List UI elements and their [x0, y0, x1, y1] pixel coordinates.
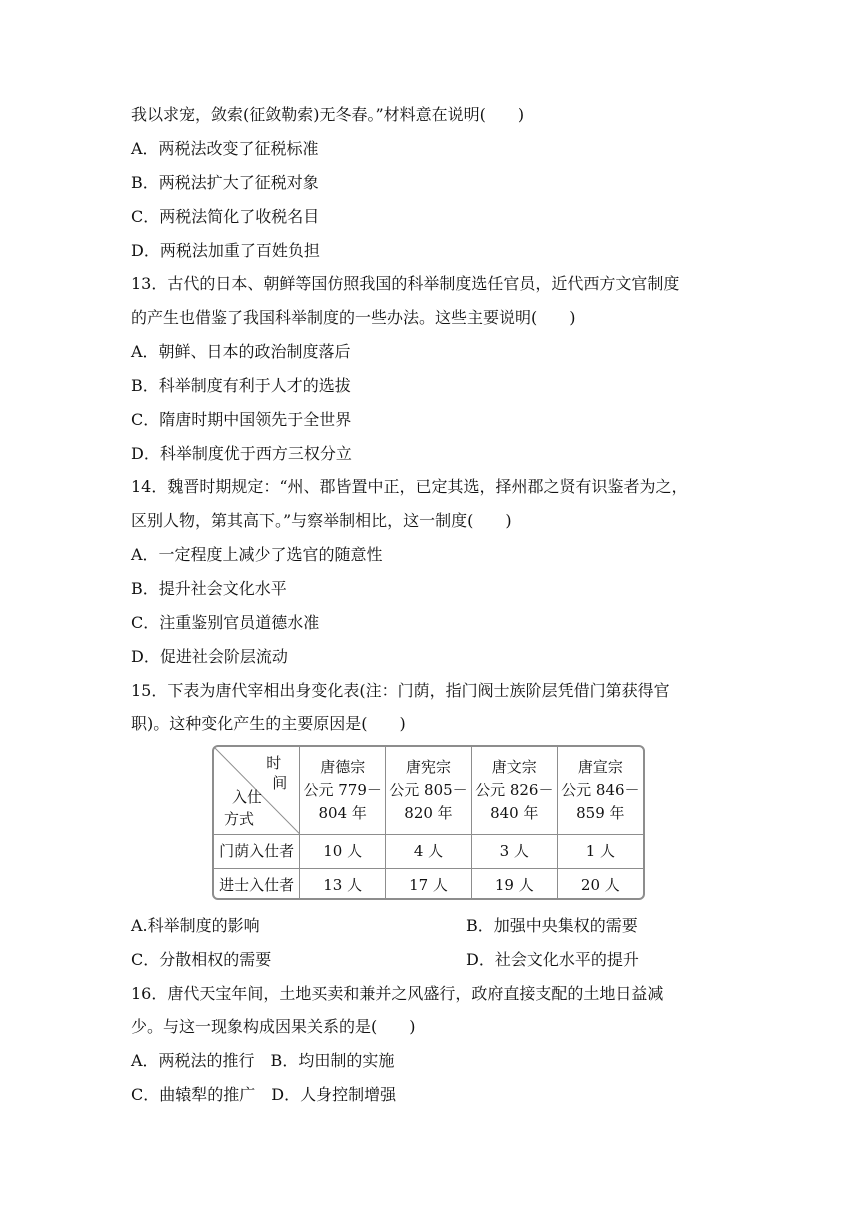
table-header-row — [214, 747, 643, 834]
q16-options-ab: A．两税法的推行 B．均田制的实施 — [131, 1051, 395, 1070]
emperor-name: 唐宣宗 — [577, 757, 623, 776]
q16-options-cd: C．曲辕犁的推广 D．人身控制增强 — [131, 1085, 397, 1104]
emperor-years-start: 公元 826－ — [475, 780, 554, 799]
q14-option-c: C．注重鉴别官员道德水准 — [131, 613, 320, 632]
corner-time-char1: 时 — [266, 754, 282, 772]
q15-stem-line1: 15．下表为唐代宰相出身变化表(注：门荫，指门阀士族阶层凭借门第获得官 — [131, 681, 670, 700]
q13-stem-line1: 13．古代的日本、朝鲜等国仿照我国的科举制度选任官员，近代西方文官制度 — [131, 274, 680, 293]
q12-option-b: B．两税法扩大了征税对象 — [131, 173, 319, 192]
emperor-years-end: 840 年 — [490, 803, 539, 822]
corner-label-method — [224, 786, 262, 830]
q15-option-d: D．社会文化水平的提升 — [466, 950, 639, 969]
table-cell: 10 人 — [300, 834, 386, 868]
table-col-header — [557, 747, 643, 834]
q15-option-b: B．加强中央集权的需要 — [466, 916, 638, 935]
q12-stem-tail: 我以求宠，敛索(征敛勒索)无冬春。”材料意在说明( ) — [131, 105, 525, 124]
emperor-name: 唐宪宗 — [405, 757, 451, 776]
chancellor-origin-table — [212, 745, 645, 900]
q14-stem-line1: 14．魏晋时期规定：“州、郡皆置中正，已定其选，择州郡之贤有识鉴者为之， — [131, 477, 688, 496]
q12-option-d: D．两税法加重了百姓负担 — [131, 241, 320, 260]
emperor-years-start: 公元 846－ — [561, 780, 640, 799]
emperor-years-start: 公元 805－ — [389, 780, 468, 799]
q14-option-d: D．促进社会阶层流动 — [131, 647, 288, 666]
table-cell: 17 人 — [386, 868, 472, 900]
q13-option-b: B．科举制度有利于人才的选拔 — [131, 376, 351, 395]
table-corner-cell — [214, 747, 300, 834]
q14-option-a: A．一定程度上减少了选官的随意性 — [131, 545, 383, 564]
q13-option-a: A．朝鲜、日本的政治制度落后 — [131, 342, 351, 361]
table-cell: 19 人 — [471, 868, 557, 900]
corner-method-line1: 入仕 — [232, 787, 263, 806]
q15-option-c: C．分散相权的需要 — [131, 950, 272, 969]
table-col-header — [386, 747, 472, 834]
emperor-years-end: 820 年 — [404, 803, 453, 822]
corner-time-char2: 间 — [272, 774, 288, 792]
q15-option-a: A.科举制度的影响 — [131, 916, 260, 935]
table-col-header — [471, 747, 557, 834]
q13-option-c: C．隋唐时期中国领先于全世界 — [131, 410, 352, 429]
row-label: 门荫入仕者 — [214, 834, 300, 868]
q12-option-a: A．两税法改变了征税标准 — [131, 139, 319, 158]
q14-stem-line2: 区别人物，第其高下。”与察举制相比，这一制度( ) — [131, 511, 512, 530]
table-cell: 13 人 — [300, 868, 386, 900]
q14-option-b: B．提升社会文化水平 — [131, 579, 287, 598]
table-cell: 4 人 — [386, 834, 472, 868]
emperor-years-end: 804 年 — [318, 803, 367, 822]
corner-method-line2: 方式 — [224, 809, 255, 828]
table-cell: 20 人 — [557, 868, 643, 900]
row-label: 进士入仕者 — [214, 868, 300, 900]
q16-stem-line2: 少。与这一现象构成因果关系的是( ) — [131, 1017, 416, 1036]
table-row — [214, 868, 643, 900]
table-col-header — [300, 747, 386, 834]
q13-option-d: D．科举制度优于西方三权分立 — [131, 444, 352, 463]
q12-option-c: C．两税法简化了收税名目 — [131, 207, 320, 226]
emperor-name: 唐德宗 — [320, 757, 366, 776]
table-cell: 3 人 — [471, 834, 557, 868]
table-cell: 1 人 — [557, 834, 643, 868]
emperor-name: 唐文宗 — [491, 757, 537, 776]
q16-stem-line1: 16．唐代天宝年间，土地买卖和兼并之风盛行，政府直接支配的土地日益减 — [131, 984, 664, 1003]
table-row — [214, 834, 643, 868]
emperor-years-end: 859 年 — [576, 803, 625, 822]
corner-label-time — [260, 753, 287, 793]
q15-stem-line2: 职)。这种变化产生的主要原因是( ) — [131, 714, 406, 733]
emperor-years-start: 公元 779－ — [303, 780, 382, 799]
q13-stem-line2: 的产生也借鉴了我国科举制度的一些办法。这些主要说明( ) — [131, 308, 576, 327]
